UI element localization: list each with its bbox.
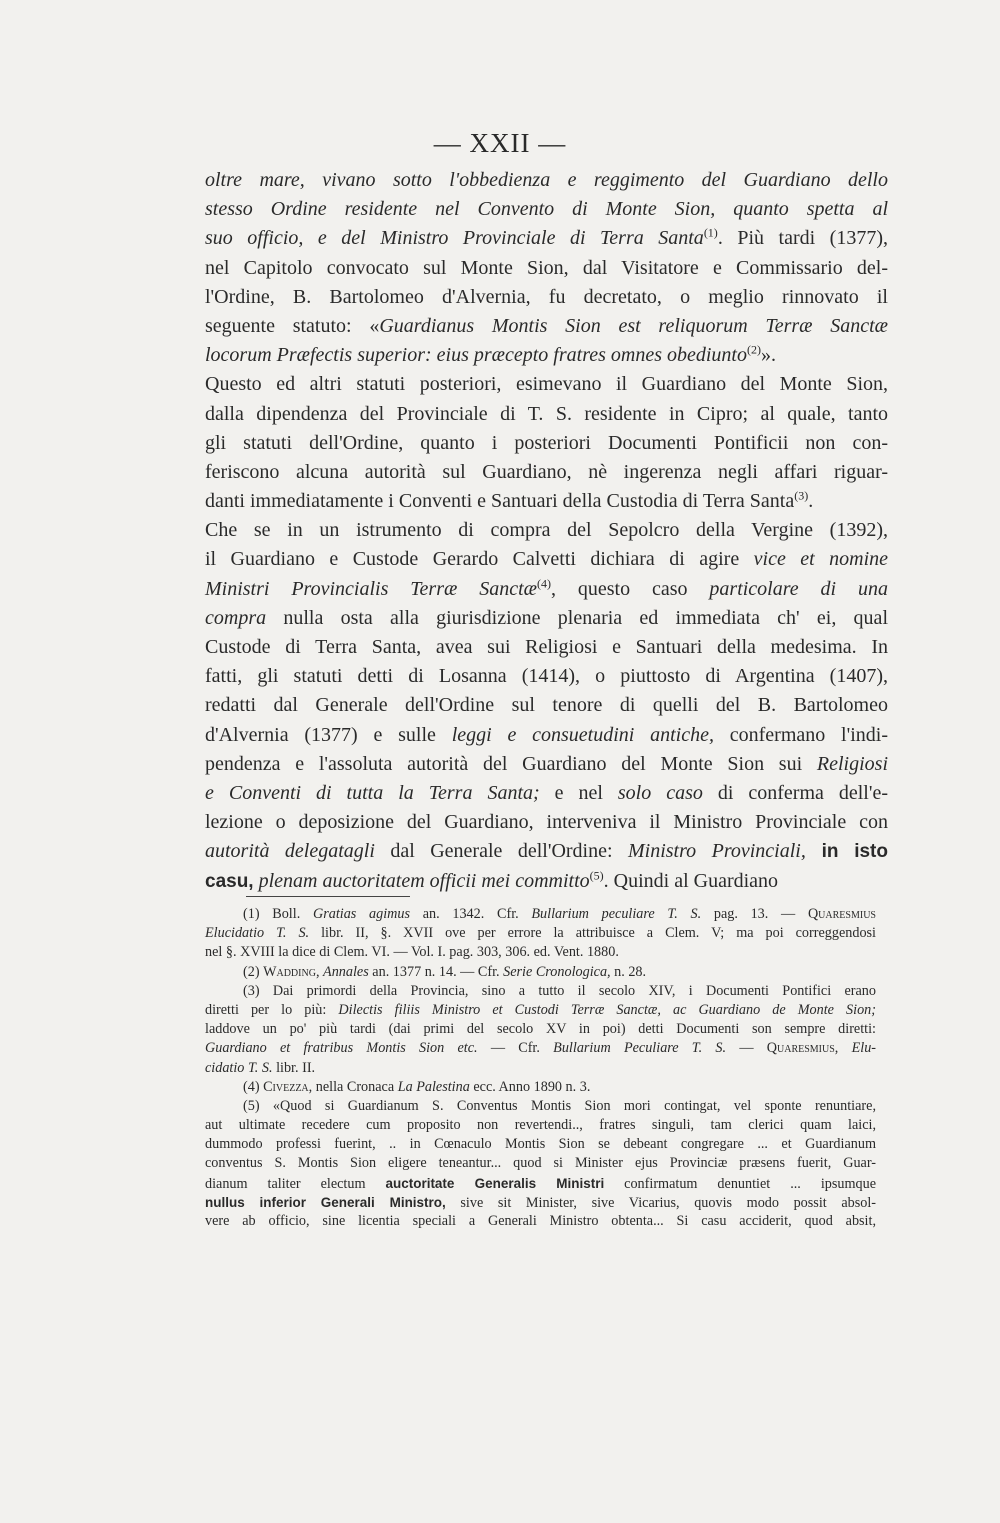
main-text (205, 166, 888, 896)
text-line (205, 575, 888, 604)
text-run: Bullarium peculiare T. S. (531, 906, 702, 922)
footnote-line (205, 1097, 876, 1116)
footnote-line (205, 905, 876, 924)
footnote-line (205, 1001, 876, 1020)
text-run: Guardiano et fratribus Montis Sion etc. (205, 1040, 478, 1057)
text-run: solo caso (617, 781, 703, 804)
text-run: dummodo professi fuerint, .. in Cœnaculo Montis Sion se debeant congregare ... et Guardianum (205, 1136, 876, 1153)
text-run: lezione o deposizione del Guardiano, interveniva il Ministro Provinciale con (205, 811, 888, 834)
text-run: plenam auctoritatem officii mei committo (258, 869, 590, 892)
text-run: — (726, 1040, 767, 1057)
text-line (205, 429, 888, 458)
footnote-line (205, 1078, 876, 1097)
text-run: d'Alvernia (1377) e sulle (205, 723, 452, 746)
text-run: , questo caso (550, 577, 710, 600)
text-run: (3) Dai primordi della Provincia, sino a tutto il secolo XIV, i Documenti Pontifici erano (243, 982, 876, 999)
text-run: Elucidatio T. S. (205, 925, 310, 942)
text-run: . Più tardi (1377), (717, 227, 888, 250)
text-line (205, 779, 888, 808)
text-run: il Guardiano e Custode Gerardo Calvetti dichiara di agire (205, 548, 754, 571)
text-run: dalla dipendenza del Provinciale di T. S. residente in Cipro; al quale, tanto (205, 402, 888, 425)
text-run: compra (205, 606, 267, 629)
footnote-line (205, 924, 876, 943)
text-line (205, 283, 888, 312)
footnote-line (205, 1135, 876, 1154)
text-run: Ministri Provincialis Terræ Sanctæ (205, 577, 537, 600)
text-run: confirmatum denuntiet ... ipsumque (604, 1175, 876, 1192)
text-run: vere ab officio, sine licentia speciali a Generali Ministro obtenta... Si casu acciderit, quod absit, (205, 1213, 876, 1229)
text-run: diretti per lo più: (205, 1001, 339, 1018)
text-line (205, 545, 888, 574)
text-run: n. 28. (610, 963, 647, 980)
text-run: nel Capitolo convocato sul Monte Sion, dal Visitatore e Commissario del- (205, 256, 888, 279)
text-run: Elu- (851, 1040, 877, 1057)
text-line (205, 224, 888, 253)
text-line (205, 166, 888, 195)
text-run: nel §. XVIII la dice di Clem. VI. — Vol. I. pag. 303, 306. ed. Vent. 1880. (205, 944, 619, 961)
text-run: Gratias agimus (312, 906, 411, 922)
text-run: Custode di Terra Santa, avea sui Religiosi e Santuari della medesima. In (205, 636, 888, 658)
footnote-line (205, 1193, 876, 1212)
text-line (205, 750, 888, 779)
text-run: La Palestina (397, 1078, 470, 1095)
footnote-line (205, 1212, 876, 1231)
footnote-line (205, 1059, 876, 1078)
text-run: (3) (794, 488, 809, 503)
text-line (205, 633, 888, 662)
text-run: e Conventi di tutta la Terra Santa; (205, 781, 540, 804)
text-run: Wadding (263, 963, 316, 980)
text-line (205, 662, 888, 691)
text-run: fatti, gli statuti detti di Losanna (1414), o piuttosto di Argentina (1407), (205, 665, 888, 688)
text-run: in isto (805, 841, 888, 863)
text-run: aut ultimate recedere cum proposito non revertendi.., fratres singuli, tam clerici quam laici, (205, 1117, 876, 1134)
text-run: Ministro Provinciali, (628, 840, 806, 863)
text-run: . Quindi al Guardiano (603, 869, 779, 892)
text-run: , nella Cronaca (308, 1078, 398, 1095)
text-run: Che se in un istrumento di compra del Sepolcro della Vergine (1392), (205, 519, 888, 542)
text-run: autorità delegatagli (205, 840, 375, 863)
text-run: oltre mare, vivano sotto l'obbedienza e reggimento del Guardiano dello (205, 169, 888, 191)
text-run: locorum Præfectis superior: eius præcepto fratres omnes obediunto (205, 344, 747, 367)
text-run: Serie Cronologica, (503, 963, 611, 980)
text-run: redatti dal Generale dell'Ordine sul tenore di quelli del B. Bartolomeo (205, 694, 888, 717)
text-run: Quaresmius (766, 1040, 835, 1057)
text-line (205, 691, 888, 720)
text-run: — Cfr. (477, 1040, 554, 1057)
text-run: pendenza e l'assoluta autorità del Guardiano del Monte Sion sui (205, 752, 817, 775)
text-line (205, 400, 888, 429)
page-header: — XXII — (433, 128, 567, 158)
text-line (205, 487, 888, 516)
text-line (205, 370, 888, 399)
text-run: suo officio, e del Ministro Provinciale di Terra Santa (205, 227, 704, 250)
footnotes (205, 905, 876, 1231)
text-run: (5) (589, 867, 604, 882)
footnote-line (205, 1039, 876, 1058)
text-run: l'Ordine, B. Bartolomeo d'Alvernia, fu decretato, o meglio rinnovato il (205, 285, 888, 308)
text-line (205, 254, 888, 283)
footnote-line (205, 1154, 876, 1173)
text-line (205, 341, 888, 370)
text-run: e nel (539, 781, 618, 804)
text-run: , (315, 963, 324, 980)
text-run: libr. II, §. XVII ove per errore la attribuisce a Clem. V; ma poi correggendosi (309, 925, 876, 942)
text-line (205, 837, 888, 866)
text-run: Bullarium Peculiare T. S. (553, 1040, 727, 1057)
text-run: conventus S. Montis Sion eligere teneantur... quod si Minister ejus Provinciæ præsens fuerit, Guar- (205, 1155, 876, 1172)
text-run: pag. 13. — (701, 906, 808, 922)
text-run: nulla osta alla giurisdizione plenaria ed immediata ch' ei, qual (266, 606, 888, 629)
text-run: Annales (323, 963, 369, 980)
text-line (205, 516, 888, 545)
text-line (205, 604, 888, 633)
text-run: (5) «Quod si Guardianum S. Conventus Montis Sion mori contingat, vel sponte renuntiare, (243, 1097, 876, 1114)
text-run: dal Generale dell'Ordine: (374, 840, 628, 863)
text-line (205, 195, 888, 224)
text-run: libr. II. (272, 1059, 316, 1076)
text-line (205, 458, 888, 487)
text-run: (4) (243, 1078, 264, 1095)
text-line (205, 867, 888, 896)
text-run: stesso Ordine residente nel Convento di Monte Sion, quanto spetta al (205, 198, 888, 221)
text-run: feriscono alcuna autorità sul Guardiano, nè ingerenza negli affari riguar- (205, 460, 888, 483)
text-line (205, 808, 888, 837)
footnote-line (205, 982, 876, 1001)
text-run: casu, (205, 870, 254, 892)
footnote-line (205, 1116, 876, 1135)
text-run: Guardianus Montis Sion est reliquorum Terræ Sanctæ (379, 314, 888, 337)
text-run: (2) (747, 342, 761, 357)
text-run: vice et nomine (753, 548, 889, 571)
text-run: laddove un po' più tardi (dai primi del secolo XV in poi) detti Documenti son sempre diretti: (205, 1021, 876, 1038)
text-run: (1) (703, 225, 718, 240)
footnote-line (205, 1020, 876, 1039)
text-run: confermano l'indi- (713, 723, 888, 746)
text-run: Religiosi (816, 752, 888, 775)
text-run: ecc. Anno 1890 n. 3. (469, 1078, 591, 1095)
text-run: gli statuti dell'Ordine, quanto i posteriori Documenti Pontificii non con- (205, 431, 888, 454)
text-run: Quaresmius (807, 906, 876, 922)
text-run: cidatio T. S. (205, 1059, 273, 1076)
text-line (205, 312, 888, 341)
text-run: Dilectis filiis Ministro et Custodi Terræ Sanctæ, ac Guardiano de Monte Sion; (338, 1001, 876, 1018)
text-run: sive sit Minister, sive Vicarius, quovis modo possit absol- (445, 1194, 877, 1211)
footnote-line (205, 943, 876, 962)
text-run: , (834, 1040, 852, 1057)
text-run: (4) (536, 575, 551, 590)
text-run: (2) (243, 963, 264, 980)
text-run: an. 1377 n. 14. — Cfr. (368, 963, 504, 980)
text-run: particolare di una (709, 577, 888, 600)
text-run: danti immediatamente i Conventi e Santuari della Custodia di Terra Santa (205, 490, 795, 513)
footnote-line (205, 1174, 876, 1193)
text-run: . (808, 490, 814, 513)
footnotes-divider (246, 896, 410, 897)
text-run: ». (761, 344, 776, 367)
footnote-line (205, 963, 876, 982)
text-run: an. 1342. Cfr. (410, 906, 532, 922)
text-run: leggi e consuetudini antiche, (451, 723, 714, 746)
text-run: seguente statuto: « (205, 314, 380, 337)
text-run: Questo ed altri statuti posteriori, esimevano il Guardiano del Monte Sion, (205, 373, 888, 396)
text-run: dianum taliter electum (205, 1175, 386, 1192)
text-line (205, 721, 888, 750)
text-run: Civezza (263, 1078, 309, 1095)
text-run: di conferma dell'e- (702, 781, 888, 804)
text-run: (1) Boll. (243, 906, 313, 922)
text-run: nullus inferior Generali Ministro, (205, 1194, 446, 1210)
text-run: auctoritate Generalis Ministri (385, 1175, 605, 1191)
